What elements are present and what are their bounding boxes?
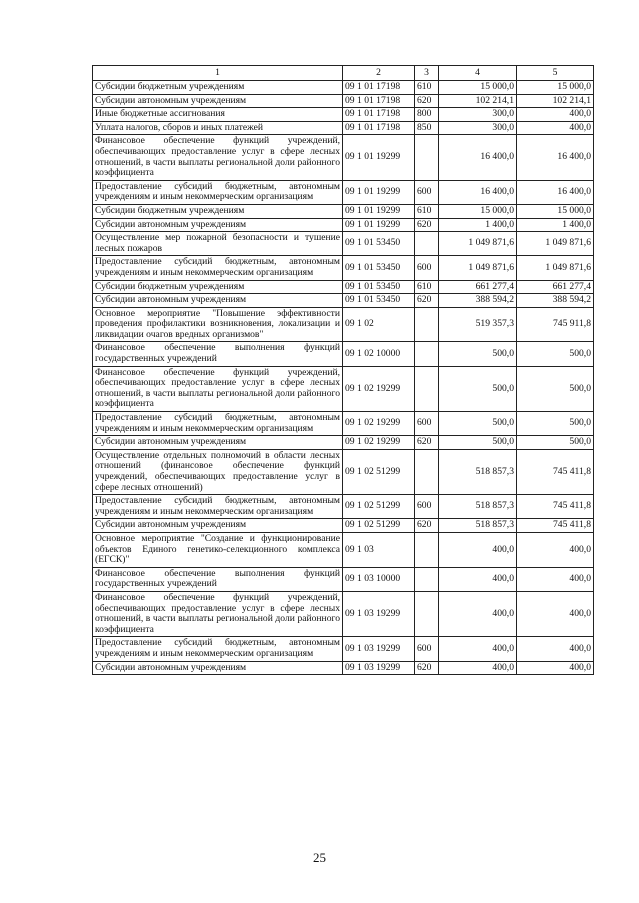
row-amount-col4-cell: 388 594,2 bbox=[439, 294, 517, 308]
row-code-cell: 09 1 02 10000 bbox=[343, 342, 415, 366]
table-row bbox=[93, 135, 594, 180]
row-code-cell: 09 1 01 53450 bbox=[343, 232, 415, 256]
row-amount-col5-cell: 102 214,1 bbox=[517, 94, 594, 108]
row-code-cell: 09 1 01 53450 bbox=[343, 294, 415, 308]
row-name-cell: Предоставление субсидий бюджетным, автономным учреждениям и иным некоммерческим организациям bbox=[93, 256, 343, 280]
row-amount-col4-cell: 400,0 bbox=[439, 532, 517, 567]
table-header-row bbox=[93, 66, 594, 81]
row-amount-col5-cell: 15 000,0 bbox=[517, 81, 594, 95]
table-row bbox=[93, 449, 594, 494]
row-amount-col4-cell: 518 857,3 bbox=[439, 495, 517, 519]
row-name-cell: Финансовое обеспечение функций учреждений, обеспечивающих предоставление услуг в сфере лесных отношений, в части выплаты региональной доли районного коэффициента bbox=[93, 591, 343, 636]
row-name-cell: Субсидии бюджетным учреждениям bbox=[93, 280, 343, 294]
row-expense-type-cell: 610 bbox=[415, 204, 439, 218]
row-code-cell: 09 1 03 19299 bbox=[343, 591, 415, 636]
table-row bbox=[93, 121, 594, 135]
row-amount-col5-cell: 15 000,0 bbox=[517, 204, 594, 218]
row-expense-type-cell bbox=[415, 591, 439, 636]
table-row bbox=[93, 81, 594, 95]
row-expense-type-cell: 600 bbox=[415, 412, 439, 436]
row-code-cell: 09 1 01 53450 bbox=[343, 256, 415, 280]
row-code-cell: 09 1 01 17198 bbox=[343, 108, 415, 122]
row-expense-type-cell bbox=[415, 307, 439, 342]
row-amount-col4-cell: 400,0 bbox=[439, 591, 517, 636]
row-code-cell: 09 1 02 bbox=[343, 307, 415, 342]
row-amount-col5-cell: 400,0 bbox=[517, 108, 594, 122]
row-code-cell: 09 1 01 17198 bbox=[343, 121, 415, 135]
row-code-cell: 09 1 03 19299 bbox=[343, 661, 415, 675]
row-name-cell: Предоставление субсидий бюджетным, автономным учреждениям и иным некоммерческим организациям bbox=[93, 412, 343, 436]
row-amount-col4-cell: 400,0 bbox=[439, 637, 517, 661]
table-row bbox=[93, 94, 594, 108]
row-name-cell: Финансовое обеспечение функций учреждений, обеспечивающих предоставление услуг в сфере лесных отношений, в части выплаты региональной доли районного коэффициента bbox=[93, 366, 343, 411]
row-code-cell: 09 1 02 51299 bbox=[343, 519, 415, 533]
row-amount-col4-cell: 1 049 871,6 bbox=[439, 232, 517, 256]
row-name-cell: Субсидии автономным учреждениям bbox=[93, 436, 343, 450]
row-expense-type-cell: 850 bbox=[415, 121, 439, 135]
row-expense-type-cell: 620 bbox=[415, 94, 439, 108]
row-code-cell: 09 1 01 19299 bbox=[343, 180, 415, 204]
header-col-2: 2 bbox=[343, 66, 415, 81]
row-amount-col5-cell: 1 049 871,6 bbox=[517, 256, 594, 280]
row-amount-col5-cell: 400,0 bbox=[517, 532, 594, 567]
row-name-cell: Финансовое обеспечение выполнения функций государственных учреждений bbox=[93, 342, 343, 366]
header-col-1: 1 bbox=[93, 66, 343, 81]
row-amount-col4-cell: 16 400,0 bbox=[439, 180, 517, 204]
row-name-cell: Осуществление мер пожарной безопасности и тушение лесных пожаров bbox=[93, 232, 343, 256]
row-code-cell: 09 1 01 19299 bbox=[343, 218, 415, 232]
row-amount-col4-cell: 102 214,1 bbox=[439, 94, 517, 108]
row-amount-col5-cell: 500,0 bbox=[517, 412, 594, 436]
table-body bbox=[93, 66, 594, 675]
row-amount-col5-cell: 400,0 bbox=[517, 121, 594, 135]
row-name-cell: Субсидии автономным учреждениям bbox=[93, 294, 343, 308]
table-row bbox=[93, 307, 594, 342]
row-expense-type-cell bbox=[415, 567, 439, 591]
row-expense-type-cell: 620 bbox=[415, 218, 439, 232]
row-amount-col5-cell: 388 594,2 bbox=[517, 294, 594, 308]
row-amount-col5-cell: 16 400,0 bbox=[517, 135, 594, 180]
row-code-cell: 09 1 02 19299 bbox=[343, 412, 415, 436]
row-amount-col4-cell: 15 000,0 bbox=[439, 204, 517, 218]
table-row bbox=[93, 342, 594, 366]
row-code-cell: 09 1 01 19299 bbox=[343, 135, 415, 180]
row-code-cell: 09 1 02 51299 bbox=[343, 449, 415, 494]
row-name-cell: Субсидии бюджетным учреждениям bbox=[93, 204, 343, 218]
row-code-cell: 09 1 01 19299 bbox=[343, 204, 415, 218]
row-amount-col5-cell: 1 400,0 bbox=[517, 218, 594, 232]
row-amount-col4-cell: 500,0 bbox=[439, 412, 517, 436]
row-name-cell: Субсидии автономным учреждениям bbox=[93, 519, 343, 533]
row-name-cell: Осуществление отдельных полномочий в области лесных отношений (финансовое обеспечение функций учреждений, обеспечивающих предоставление услуг в сфере лесных отношений) bbox=[93, 449, 343, 494]
row-expense-type-cell bbox=[415, 135, 439, 180]
row-code-cell: 09 1 03 10000 bbox=[343, 567, 415, 591]
table-row bbox=[93, 204, 594, 218]
table-row bbox=[93, 567, 594, 591]
row-amount-col5-cell: 400,0 bbox=[517, 661, 594, 675]
row-code-cell: 09 1 01 53450 bbox=[343, 280, 415, 294]
row-amount-col4-cell: 300,0 bbox=[439, 121, 517, 135]
row-code-cell: 09 1 02 19299 bbox=[343, 436, 415, 450]
row-code-cell: 09 1 01 17198 bbox=[343, 94, 415, 108]
row-name-cell: Субсидии автономным учреждениям bbox=[93, 661, 343, 675]
row-amount-col5-cell: 400,0 bbox=[517, 637, 594, 661]
row-amount-col4-cell: 16 400,0 bbox=[439, 135, 517, 180]
table-row bbox=[93, 280, 594, 294]
table-row bbox=[93, 256, 594, 280]
row-expense-type-cell bbox=[415, 449, 439, 494]
row-expense-type-cell: 620 bbox=[415, 519, 439, 533]
row-expense-type-cell bbox=[415, 342, 439, 366]
row-name-cell: Субсидии автономным учреждениям bbox=[93, 94, 343, 108]
row-amount-col5-cell: 400,0 bbox=[517, 567, 594, 591]
row-name-cell: Предоставление субсидий бюджетным, автономным учреждениям и иным некоммерческим организациям bbox=[93, 180, 343, 204]
row-name-cell: Финансовое обеспечение функций учреждений, обеспечивающих предоставление услуг в сфере лесных отношений, в части выплаты региональной доли районного коэффициента bbox=[93, 135, 343, 180]
row-expense-type-cell: 620 bbox=[415, 294, 439, 308]
row-amount-col4-cell: 300,0 bbox=[439, 108, 517, 122]
row-amount-col4-cell: 661 277,4 bbox=[439, 280, 517, 294]
row-amount-col4-cell: 500,0 bbox=[439, 436, 517, 450]
row-name-cell: Основное мероприятие "Повышение эффективности проведения профилактики возникновения, локализации и ликвидации очагов вредных организмов" bbox=[93, 307, 343, 342]
row-expense-type-cell: 610 bbox=[415, 81, 439, 95]
row-code-cell: 09 1 02 51299 bbox=[343, 495, 415, 519]
table-row bbox=[93, 412, 594, 436]
row-expense-type-cell: 620 bbox=[415, 661, 439, 675]
row-amount-col4-cell: 519 357,3 bbox=[439, 307, 517, 342]
table-row bbox=[93, 661, 594, 675]
row-expense-type-cell: 610 bbox=[415, 280, 439, 294]
row-amount-col5-cell: 745 411,8 bbox=[517, 449, 594, 494]
row-amount-col4-cell: 518 857,3 bbox=[439, 449, 517, 494]
table-row bbox=[93, 108, 594, 122]
table-row bbox=[93, 532, 594, 567]
row-amount-col4-cell: 500,0 bbox=[439, 342, 517, 366]
row-amount-col5-cell: 500,0 bbox=[517, 436, 594, 450]
row-name-cell: Предоставление субсидий бюджетным, автономным учреждениям и иным некоммерческим организациям bbox=[93, 495, 343, 519]
row-amount-col4-cell: 400,0 bbox=[439, 567, 517, 591]
budget-table bbox=[92, 65, 594, 675]
header-col-3: 3 bbox=[415, 66, 439, 81]
row-code-cell: 09 1 03 19299 bbox=[343, 637, 415, 661]
row-amount-col5-cell: 500,0 bbox=[517, 366, 594, 411]
row-expense-type-cell: 620 bbox=[415, 436, 439, 450]
row-expense-type-cell: 600 bbox=[415, 180, 439, 204]
page-number: 25 bbox=[313, 850, 326, 865]
row-name-cell: Финансовое обеспечение выполнения функций государственных учреждений bbox=[93, 567, 343, 591]
row-amount-col5-cell: 745 911,8 bbox=[517, 307, 594, 342]
row-amount-col5-cell: 500,0 bbox=[517, 342, 594, 366]
row-amount-col5-cell: 16 400,0 bbox=[517, 180, 594, 204]
row-expense-type-cell: 800 bbox=[415, 108, 439, 122]
table-row bbox=[93, 637, 594, 661]
row-name-cell: Предоставление субсидий бюджетным, автономным учреждениям и иным некоммерческим организациям bbox=[93, 637, 343, 661]
table-row bbox=[93, 294, 594, 308]
row-expense-type-cell bbox=[415, 532, 439, 567]
row-name-cell: Субсидии бюджетным учреждениям bbox=[93, 81, 343, 95]
row-code-cell: 09 1 03 bbox=[343, 532, 415, 567]
header-col-4: 4 bbox=[439, 66, 517, 81]
row-name-cell: Субсидии автономным учреждениям bbox=[93, 218, 343, 232]
table-row bbox=[93, 218, 594, 232]
row-amount-col4-cell: 1 400,0 bbox=[439, 218, 517, 232]
table-row bbox=[93, 436, 594, 450]
row-amount-col5-cell: 745 411,8 bbox=[517, 495, 594, 519]
table-row bbox=[93, 495, 594, 519]
row-expense-type-cell bbox=[415, 232, 439, 256]
row-name-cell: Основное мероприятие "Создание и функционирование объектов Единого генетико-селекционного комплекса (ЕГСК)" bbox=[93, 532, 343, 567]
row-amount-col5-cell: 661 277,4 bbox=[517, 280, 594, 294]
table-row bbox=[93, 366, 594, 411]
row-amount-col4-cell: 1 049 871,6 bbox=[439, 256, 517, 280]
row-name-cell: Иные бюджетные ассигнования bbox=[93, 108, 343, 122]
table-row bbox=[93, 180, 594, 204]
table-row bbox=[93, 232, 594, 256]
row-expense-type-cell: 600 bbox=[415, 495, 439, 519]
table-row bbox=[93, 591, 594, 636]
row-name-cell: Уплата налогов, сборов и иных платежей bbox=[93, 121, 343, 135]
row-expense-type-cell: 600 bbox=[415, 637, 439, 661]
row-amount-col4-cell: 15 000,0 bbox=[439, 81, 517, 95]
row-amount-col4-cell: 400,0 bbox=[439, 661, 517, 675]
table-row bbox=[93, 519, 594, 533]
row-amount-col4-cell: 518 857,3 bbox=[439, 519, 517, 533]
row-expense-type-cell: 600 bbox=[415, 256, 439, 280]
header-col-5: 5 bbox=[517, 66, 594, 81]
row-amount-col4-cell: 500,0 bbox=[439, 366, 517, 411]
row-amount-col5-cell: 400,0 bbox=[517, 591, 594, 636]
row-expense-type-cell bbox=[415, 366, 439, 411]
row-code-cell: 09 1 02 19299 bbox=[343, 366, 415, 411]
row-amount-col5-cell: 1 049 871,6 bbox=[517, 232, 594, 256]
row-code-cell: 09 1 01 17198 bbox=[343, 81, 415, 95]
row-amount-col5-cell: 745 411,8 bbox=[517, 519, 594, 533]
